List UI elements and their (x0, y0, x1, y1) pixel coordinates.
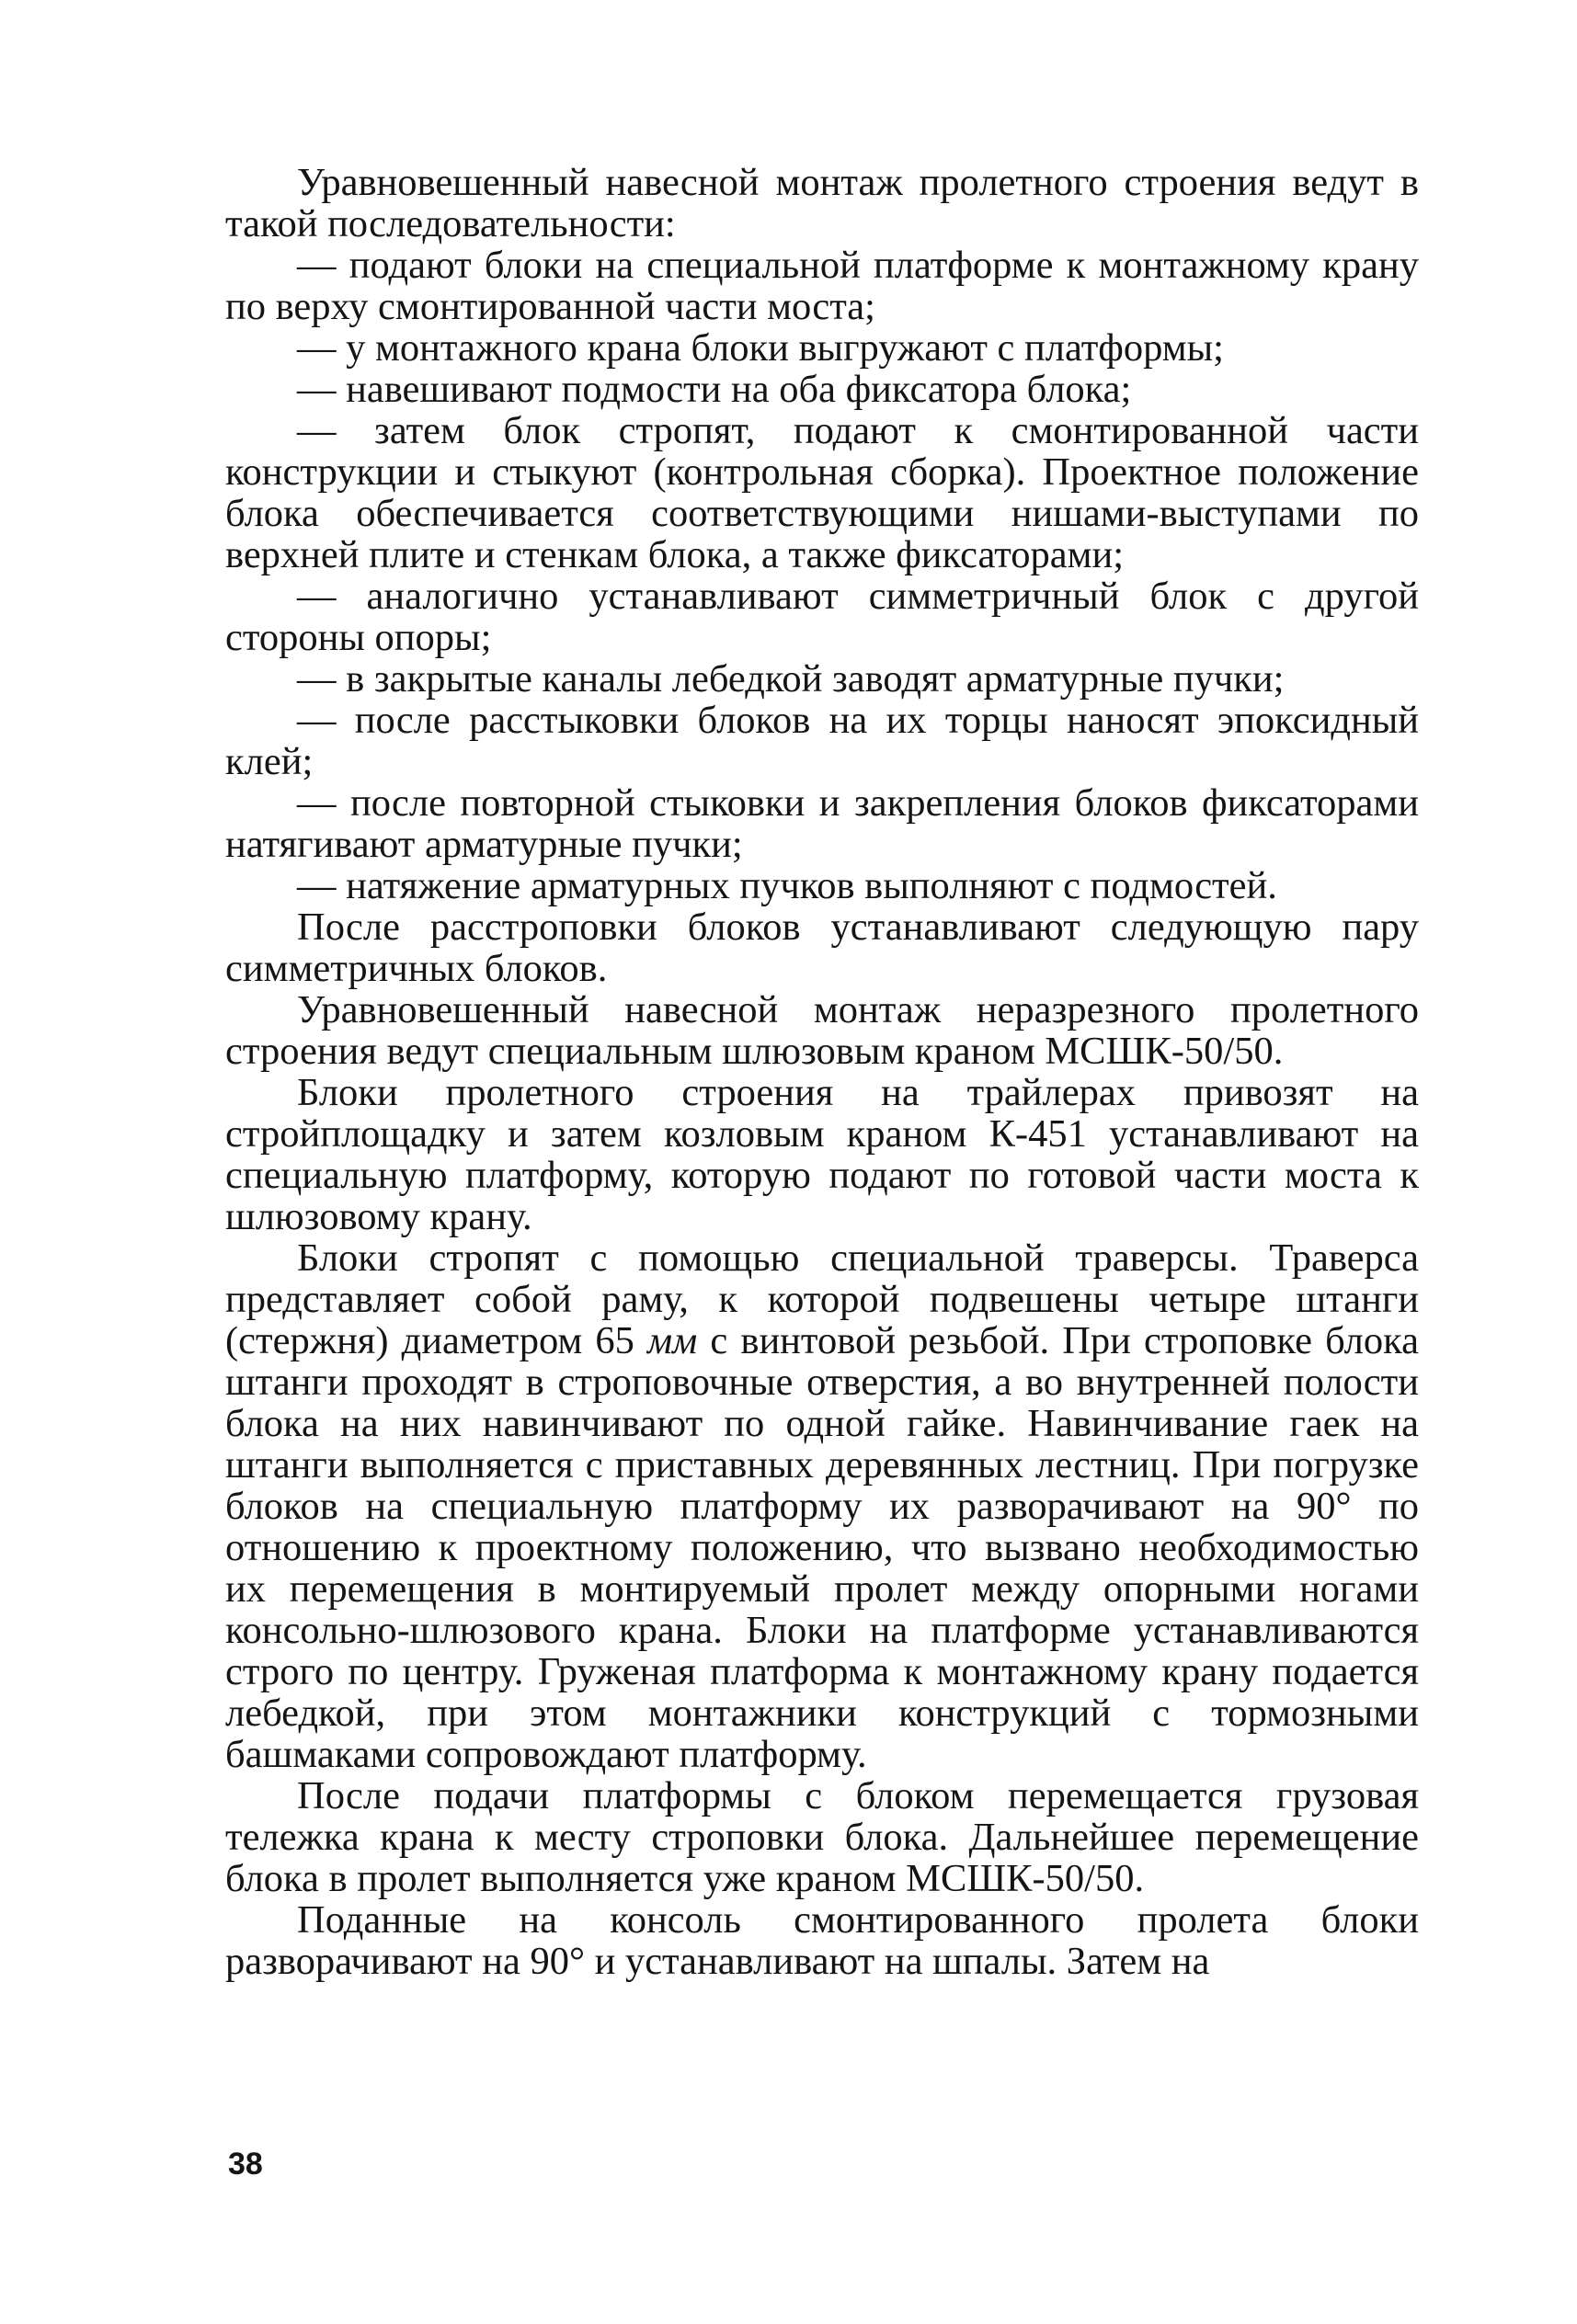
list-item: — после расстыковки блоков на их торцы наносят эпоксидный клей; (225, 699, 1419, 783)
paragraph: После подачи платформы с блоком перемещается грузовая тележка крана к месту строповки блока. Дальнейшее перемещение блока в пролет выполняется уже краном МСШК-50/50. (225, 1774, 1419, 1900)
list-item: — аналогично устанавливают симметричный блок с другой стороны опоры; (225, 575, 1419, 659)
list-item: — в закрытые каналы лебедкой заводят арматурные пучки; (297, 657, 1285, 701)
list-item: — навешивают подмости на оба фиксатора блока; (297, 368, 1132, 411)
list-item: — натяжение арматурных пучков выполняют с подмостей. (297, 864, 1277, 907)
paragraph-traverse (225, 1237, 1419, 1775)
unit-label: мм (647, 1319, 698, 1362)
paragraph: Блоки пролетного строения на трайлерах привозят на стройплощадку и затем козловым краном К-451 устанавливают на специальную платформу, которую подают по готовой части моста к шлюзовому крану. (225, 1071, 1419, 1238)
paragraph: Поданные на консоль смонтированного пролета блоки разворачивают на 90° и устанавливают на шпалы. Затем на (225, 1898, 1419, 1983)
paragraph: Уравновешенный навесной монтаж пролетного строения ведут в такой последовательности: (225, 161, 1419, 245)
text-span: Блоки стропят с помощью специальной траверсы. Траверса представляет собой раму, к которой подвешены четыре штанги (стержня) диаметром 65 (225, 1236, 1419, 1362)
list-item: — после повторной стыковки и закрепления блоков фиксаторами натягивают арматурные пучки; (225, 781, 1419, 866)
paragraph: После расстроповки блоков устанавливают следующую пару симметричных блоков. (225, 906, 1419, 990)
paragraph: Уравновешенный навесной монтаж неразрезного пролетного строения ведут специальным шлюзовым краном МСШК-50/50. (225, 988, 1419, 1073)
text-span: с винтовой резьбой. При строповке блока штанги проходят в строповочные отверстия, а во внутренней полости блока на них навинчивают по одной гайке. Навинчивание гаек на штанги выполняется с приставных деревянных лестниц. При погрузке блоков на специальную платформу их разворачивают на 90° по отношению к проектному положению, что вызвано необходимостью их перемещения в монтируемый пролет между опорными ногами консольно-шлюзового крана. Блоки на платформе устанавливаются строго по центру. Груженая платформа к монтажному крану подается лебедкой, при этом монтажники конструкций с тормозными башмаками сопровождают платформу. (225, 1319, 1420, 1776)
list-item: — у монтажного крана блоки выгружают с платформы; (297, 326, 1224, 370)
page-body (225, 162, 1419, 1982)
list-item: — подают блоки на специальной платформе к монтажному крану по верху смонтированной части моста; (225, 244, 1419, 328)
page-number: 38 (228, 2147, 263, 2182)
list-item: — затем блок стропят, подают к смонтированной части конструкции и стыкуют (контрольная сборка). Проектное положение блока обеспечивается соответствующими нишами-выступами по верхней плите и стенкам блока, а также фиксаторами; (225, 409, 1419, 576)
